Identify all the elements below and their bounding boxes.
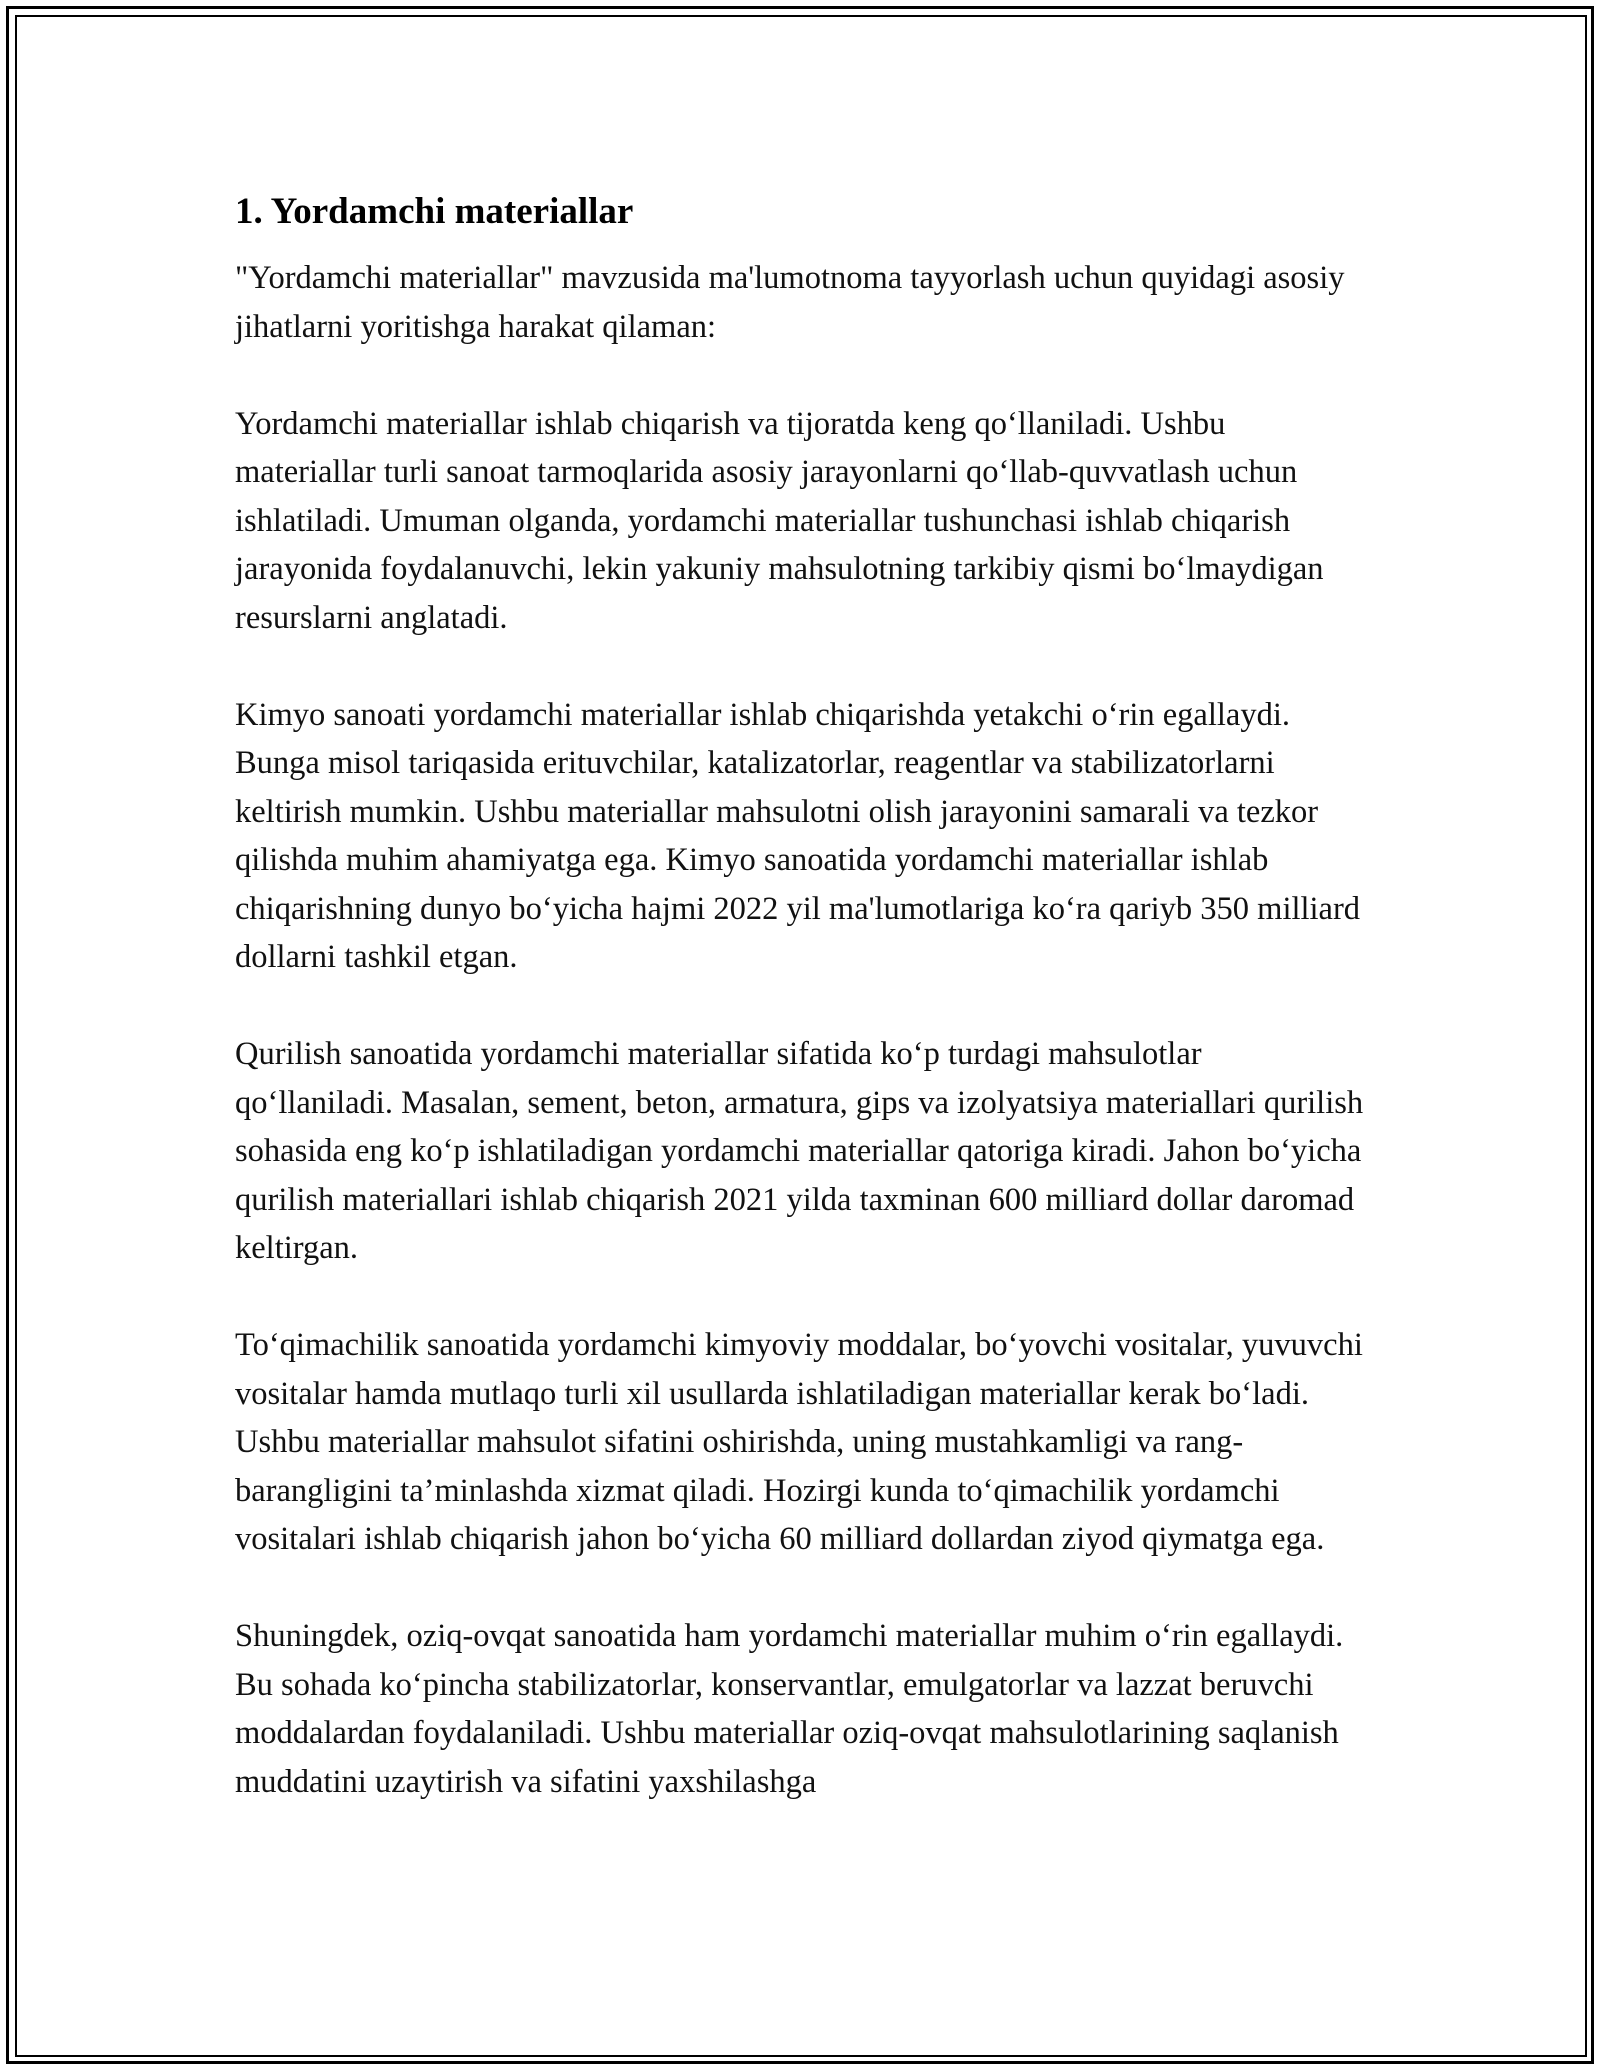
food-industry-paragraph: Shuningdek, oziq-ovqat sanoatida ham yordamchi materiallar muhim o‘rin egallaydi. Bu sohada ko‘pincha stabilizatorlar, konservantlar, emulgatorlar va lazzat beruvchi moddalardan foydalaniladi. Ushbu materiallar oziq-ovqat mahsulotlarining saqlanish muddatini uzaytirish va sifatini yaxshilashga xyxy=(235,1618,1344,1800)
intro-paragraph: "Yordamchi materiallar" mavzusida ma'lumotnoma tayyorlash uchun quyidagi asosiy jihatlarni yoritishga harakat qilaman: xyxy=(235,260,1345,345)
construction-industry-paragraph: Qurilish sanoatida yordamchi materiallar sifatida ko‘p turdagi mahsulotlar qo‘llaniladi. Masalan, sement, beton, armatura, gips va izolyatsiya materiallari qurilish sohasida eng ko‘p ishlatiladigan yordamchi materiallar qatoriga kiradi. Jahon bo‘yicha qurilish materiallari ishlab chiqarish 2021 yilda taxminan 600 milliard dollar daromad keltirgan. xyxy=(235,1036,1364,1266)
document-body xyxy=(235,188,1365,1806)
definition-paragraph: Yordamchi materiallar ishlab chiqarish va tijoratda keng qo‘llaniladi. Ushbu materiallar turli sanoat tarmoqlarida asosiy jarayonlarni qo‘llab-quvvatlash uchun ishlatiladi. Umuman olganda, yordamchi materiallar tushunchasi ishlab chiqarish jarayonida foydalanuvchi, lekin yakuniy mahsulotning tarkibiy qismi bo‘lmaydigan resurslarni anglatadi. xyxy=(235,405,1324,636)
chemical-industry-paragraph: Kimyo sanoati yordamchi materiallar ishlab chiqarishda yetakchi o‘rin egallaydi. Bunga misol tariqasida erituvchilar, katalizatorlar, reagentlar va stabilizatorlarni keltirish mumkin. Ushbu materiallar mahsulotni olish jarayonini samarali va tezkor qilishda muhim ahamiyatga ega. Kimyo sanoatida yordamchi materiallar ishlab chiqarishning dunyo bo‘yicha hajmi 2022 yil ma'lumotlariga ko‘ra qariyb 350 milliard dollarni tashkil etgan. xyxy=(235,696,1361,975)
textile-industry-paragraph: To‘qimachilik sanoatida yordamchi kimyoviy moddalar, bo‘yovchi vositalar, yuvuvchi vositalar hamda mutlaqo turli xil usullarda ishlatiladigan materiallar kerak bo‘ladi. Ushbu materiallar mahsulot sifatini oshirishda, uning mustahkamligi va rang-barangligini ta’minlashda xizmat qiladi. Hozirgi kunda to‘qimachilik yordamchi vositalari ishlab chiqarish jahon bo‘yicha 60 milliard dollardan ziyod qiymatga ega. xyxy=(235,1327,1363,1557)
section-heading: 1. Yordamchi materiallar xyxy=(235,191,634,232)
